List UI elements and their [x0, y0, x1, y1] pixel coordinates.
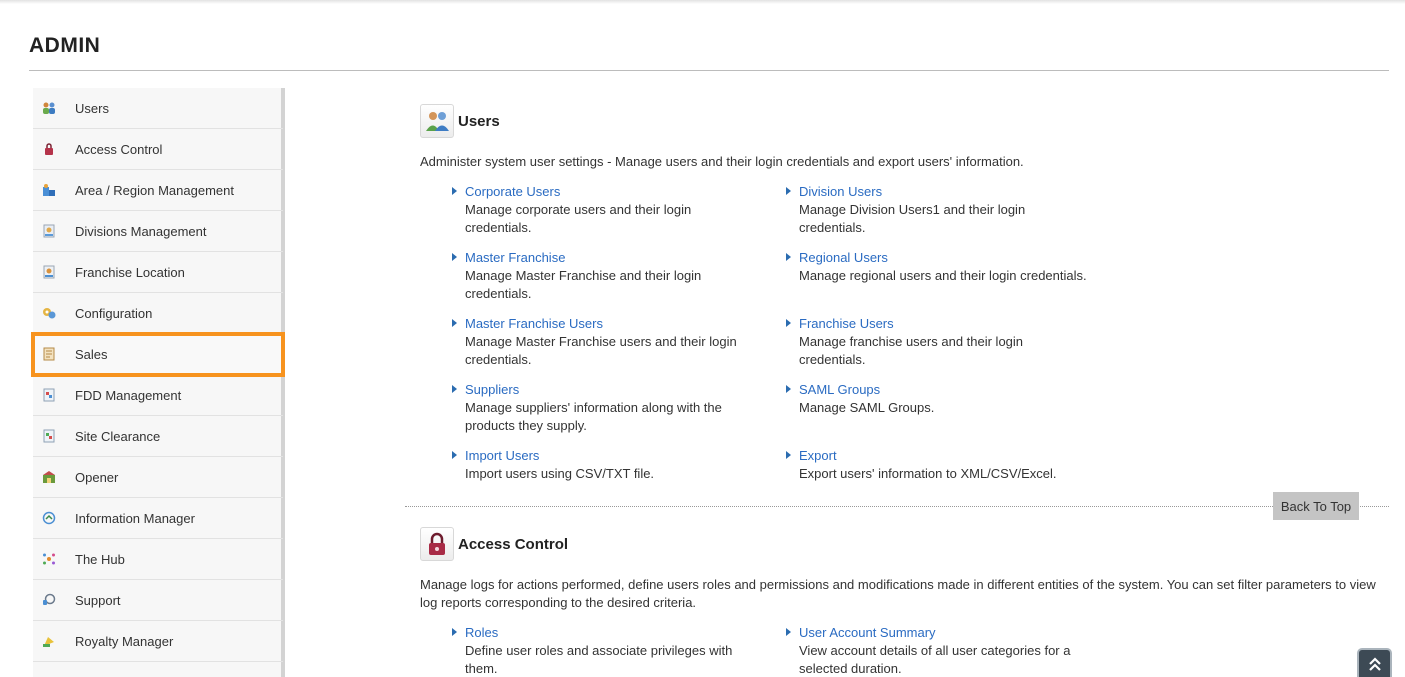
- sidebar-item-area-region[interactable]: [33, 170, 283, 211]
- sidebar-item-label: Opener: [75, 469, 119, 485]
- bullet-icon: [452, 319, 457, 327]
- section-divider: [405, 506, 1389, 507]
- link-description: Manage regional users and their login credentials.: [799, 268, 1087, 283]
- user-account-summary-link[interactable]: User Account Summary: [799, 625, 936, 640]
- bullet-icon: [452, 187, 457, 195]
- opener-icon: [41, 469, 57, 485]
- location-icon: [41, 264, 57, 280]
- sidebar-item-configuration[interactable]: [33, 293, 283, 334]
- title-divider: [29, 70, 1389, 71]
- users-link-item: [465, 381, 755, 435]
- link-description: Manage Master Franchise users and their login credentials.: [465, 334, 737, 367]
- sales-icon: [41, 346, 57, 362]
- sidebar-item-opener[interactable]: [33, 457, 283, 498]
- access-control-section-description: Manage logs for actions performed, define users roles and permissions and modifications made in different entities of the system. You can set filter parameters to view log reports corresponding to the desired criteria.: [420, 577, 1376, 610]
- sidebar-item-label: Access Control: [75, 141, 163, 157]
- bullet-icon: [452, 451, 457, 459]
- bullet-icon: [786, 253, 791, 261]
- sidebar-item-label: Sales: [75, 346, 108, 362]
- link-description: Manage suppliers' information along with the products they supply.: [465, 400, 722, 433]
- sidebar-item-site-clearance[interactable]: [33, 416, 283, 457]
- users-icon: [41, 100, 57, 116]
- config-icon: [41, 305, 57, 321]
- link-description: Export users' information to XML/CSV/Excel.: [799, 466, 1057, 481]
- bullet-icon: [786, 385, 791, 393]
- users-link-item: [799, 315, 1089, 369]
- link-description: Import users using CSV/TXT file.: [465, 466, 655, 481]
- page-title: ADMIN: [29, 34, 101, 57]
- back-to-top-button[interactable]: Back To Top: [1273, 492, 1359, 520]
- export-link[interactable]: Export: [799, 448, 837, 463]
- top-shadow: [0, 0, 1405, 4]
- sidebar-item-information-manager[interactable]: [33, 498, 283, 539]
- sidebar-item-label: Area / Region Management: [75, 182, 234, 198]
- sidebar-item-the-hub[interactable]: [33, 539, 283, 580]
- corporate-users-link[interactable]: Corporate Users: [465, 184, 561, 199]
- franchise-users-link[interactable]: Franchise Users: [799, 316, 894, 331]
- users-link-item: [799, 183, 1089, 237]
- region-icon: [41, 182, 57, 198]
- bullet-icon: [452, 628, 457, 636]
- fdd-icon: [41, 387, 57, 403]
- saml-groups-link[interactable]: SAML Groups: [799, 382, 881, 397]
- sidebar-item-label: Site Clearance: [75, 428, 161, 444]
- users-section-header: [420, 104, 500, 138]
- bullet-icon: [786, 187, 791, 195]
- suppliers-link[interactable]: Suppliers: [465, 382, 520, 397]
- info-manager-icon: [41, 510, 57, 526]
- users-link-item: [799, 381, 1089, 417]
- link-description: Manage Master Franchise and their login credentials.: [465, 268, 702, 301]
- lock-icon: [420, 527, 454, 561]
- sidebar-item-label: Divisions Management: [75, 223, 207, 239]
- sidebar-item-royalty-manager[interactable]: [33, 621, 283, 662]
- sidebar-item-label: Information Manager: [75, 510, 195, 526]
- double-chevron-up-icon: [1367, 656, 1383, 672]
- users-section-description: Administer system user settings - Manage users and their login credentials and export users' information.: [420, 154, 1024, 169]
- sidebar-item-label: Royalty Manager: [75, 633, 174, 649]
- support-icon: [41, 592, 57, 608]
- sidebar-item-label: Franchise Location: [75, 264, 185, 280]
- access-control-section-header: [420, 527, 568, 561]
- link-description: Manage franchise users and their login credentials.: [799, 334, 1024, 367]
- master-franchise-users-link[interactable]: Master Franchise Users: [465, 316, 603, 331]
- users-link-item: [799, 249, 1089, 285]
- bullet-icon: [786, 319, 791, 327]
- access-control-section-title: Access Control: [458, 535, 569, 553]
- users-section-title: Users: [458, 112, 500, 130]
- users-link-item: [465, 447, 755, 483]
- users-icon: [420, 104, 454, 138]
- sidebar-item-franchise-location[interactable]: [33, 252, 283, 293]
- sidebar-item-divisions[interactable]: [33, 211, 283, 252]
- hub-icon: [41, 551, 57, 567]
- bullet-icon: [452, 253, 457, 261]
- roles-link[interactable]: Roles: [465, 625, 499, 640]
- link-description: Manage SAML Groups.: [799, 400, 935, 415]
- sidebar-item-fdd-management[interactable]: [33, 375, 283, 416]
- sidebar-item-access-control[interactable]: [33, 129, 283, 170]
- division-users-link[interactable]: Division Users: [799, 184, 883, 199]
- link-description: Manage Division Users1 and their login credentials.: [799, 202, 1026, 235]
- access-control-link-item: [799, 624, 1089, 677]
- users-link-item: [465, 249, 755, 303]
- users-link-item: [465, 315, 755, 369]
- scroll-to-top-button[interactable]: [1357, 648, 1392, 677]
- users-link-item: [799, 447, 1089, 483]
- sidebar-item-label: Users: [75, 100, 109, 116]
- link-description: Manage corporate users and their login credentials.: [465, 202, 692, 235]
- admin-sidebar: [33, 88, 285, 677]
- sidebar-item-label: Configuration: [75, 305, 153, 321]
- bullet-icon: [452, 385, 457, 393]
- access-control-link-item: [465, 624, 755, 677]
- lock-icon: [41, 141, 57, 157]
- sidebar-item-sales[interactable]: [33, 334, 283, 375]
- division-icon: [41, 223, 57, 239]
- royalty-icon: [41, 633, 57, 649]
- users-link-item: [465, 183, 755, 237]
- master-franchise-link[interactable]: Master Franchise: [465, 250, 566, 265]
- sidebar-item-label: FDD Management: [75, 387, 182, 403]
- bullet-icon: [786, 451, 791, 459]
- bullet-icon: [786, 628, 791, 636]
- sidebar-item-label: Support: [75, 592, 121, 608]
- site-icon: [41, 428, 57, 444]
- sidebar-item-users[interactable]: [33, 88, 283, 129]
- import-users-link[interactable]: Import Users: [465, 448, 540, 463]
- sidebar-item-label: The Hub: [75, 551, 125, 567]
- link-description: Define user roles and associate privileges with them.: [465, 643, 733, 676]
- regional-users-link[interactable]: Regional Users: [799, 250, 888, 265]
- sidebar-item-support[interactable]: [33, 580, 283, 621]
- link-description: View account details of all user categories for a selected duration.: [799, 643, 1071, 676]
